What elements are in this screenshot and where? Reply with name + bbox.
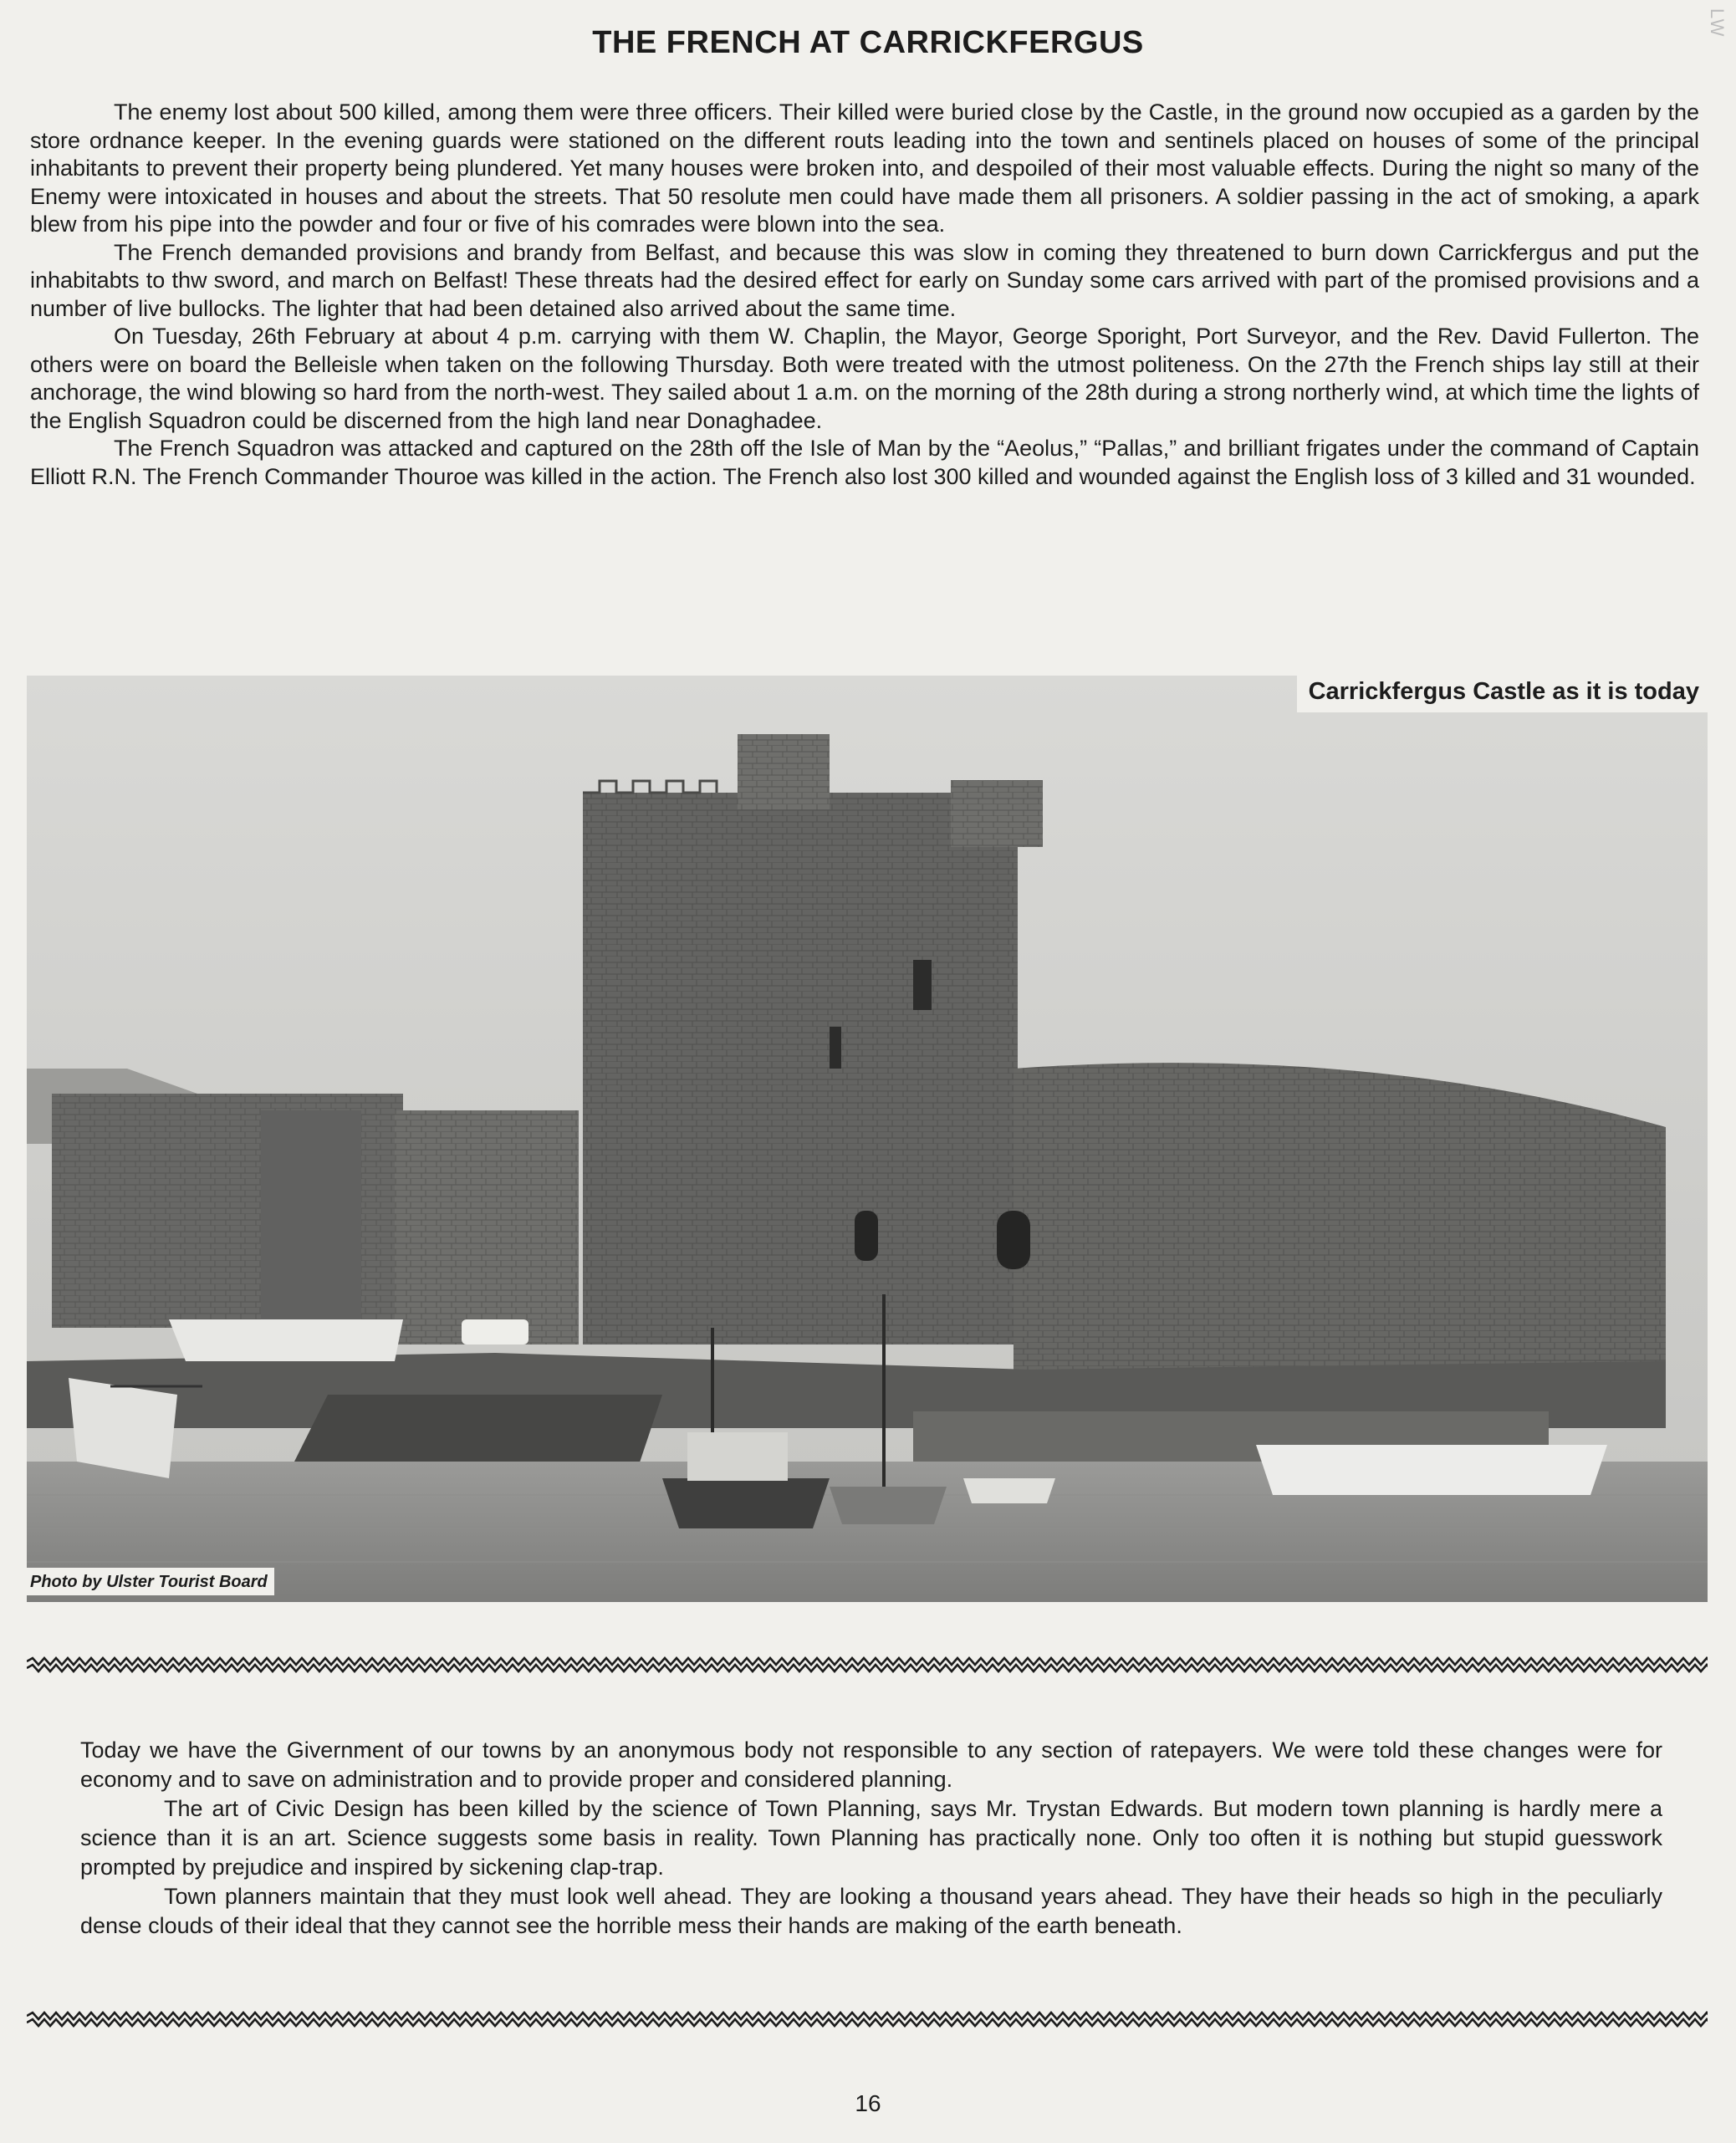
castle-photo	[27, 676, 1708, 1602]
photo-caption: Carrickfergus Castle as it is today	[1297, 674, 1708, 712]
page-number: 16	[855, 2090, 881, 2116]
essay-paragraph: The art of Civic Design has been killed by the science of Town Planning, says Mr. Trystan Edwards. But modern town planning is hardly mere a science than it is an art. Science suggests some basis in reality. Town Planning has practically none. Only too often it is nothing but stupid guesswork prompted by prejudice and inspired by sickening clap-trap.	[80, 1796, 1662, 1880]
essay-paragraph: Today we have the Givernment of our towns by an anonymous body not responsible to any section of ratepayers. We were told these changes were for economy and to save on administration and to provide proper and considered planning.	[80, 1737, 1662, 1792]
wavy-divider-top	[27, 1654, 1708, 1676]
corner-mark: LW	[1707, 8, 1728, 38]
essay-paragraph: Town planners maintain that they must look well ahead. They are looking a thousand years ahead. They have their heads so high in the peculiarly dense clouds of their ideal that they cannot see the horrible mess their hands are making of the earth beneath.	[80, 1884, 1662, 1938]
wavy-divider-bottom	[27, 2008, 1708, 2030]
article-body	[30, 99, 1699, 491]
article-paragraph: The French Squadron was attacked and captured on the 28th off the Isle of Man by the “Aeolus,” “Pallas,” and brilliant frigates under the command of Captain Elliott R.N. The French Commander Thouroe was killed in the action. The French also lost 300 killed and wounded against the English loss of 3 killed and 31 wounded.	[30, 436, 1699, 489]
castle-photo-illustration	[27, 676, 1708, 1602]
photo-credit: Photo by Ulster Tourist Board	[27, 1568, 274, 1595]
article-paragraph: The enemy lost about 500 killed, among them were three officers. Their killed were buried close by the Castle, in the ground now occupied as a garden by the store ordnance keeper. In the evening guards were stationed on the different routs leading into the town and sentinels placed on houses of some of the principal inhabitants to prevent their property being plundered. Yet many houses were broken into, and despoiled of their most valuable effects. During the night so many of the Enemy were intoxicated in houses and about the streets. That 50 resolute men could have made them all prisoners. A soldier passing in the act of smoking, a apark blew from his pipe into the powder and four or five of his comrades were blown into the sea.	[30, 99, 1699, 237]
article-paragraph: The French demanded provisions and brandy from Belfast, and because this was slow in coming they threatened to burn down Carrickfergus and put the inhabitabts to thw sword, and march on Belfast! These threats had the desired effect for early on Sunday some cars arrived with part of the promised provisions and a number of live bullocks. The lighter that had been detained also arrived about the same time.	[30, 239, 1699, 321]
page-title: THE FRENCH AT CARRICKFERGUS	[592, 25, 1144, 60]
article-paragraph: On Tuesday, 26th February at about 4 p.m. carrying with them W. Chaplin, the Mayor, George Sporight, Port Surveyor, and the Rev. David Fullerton. The others were on board the Belleisle when taken on the following Thursday. Both were treated with the utmost politeness. On the 27th the French ships lay still at their anchorage, the wind blowing so hard from the north-west. They sailed about 1 a.m. on the morning of the 28th during a strong northerly wind, at which time the lights of the English Squadron could be discerned from the high land near Donaghadee.	[30, 324, 1699, 433]
essay-body	[80, 1736, 1662, 1941]
